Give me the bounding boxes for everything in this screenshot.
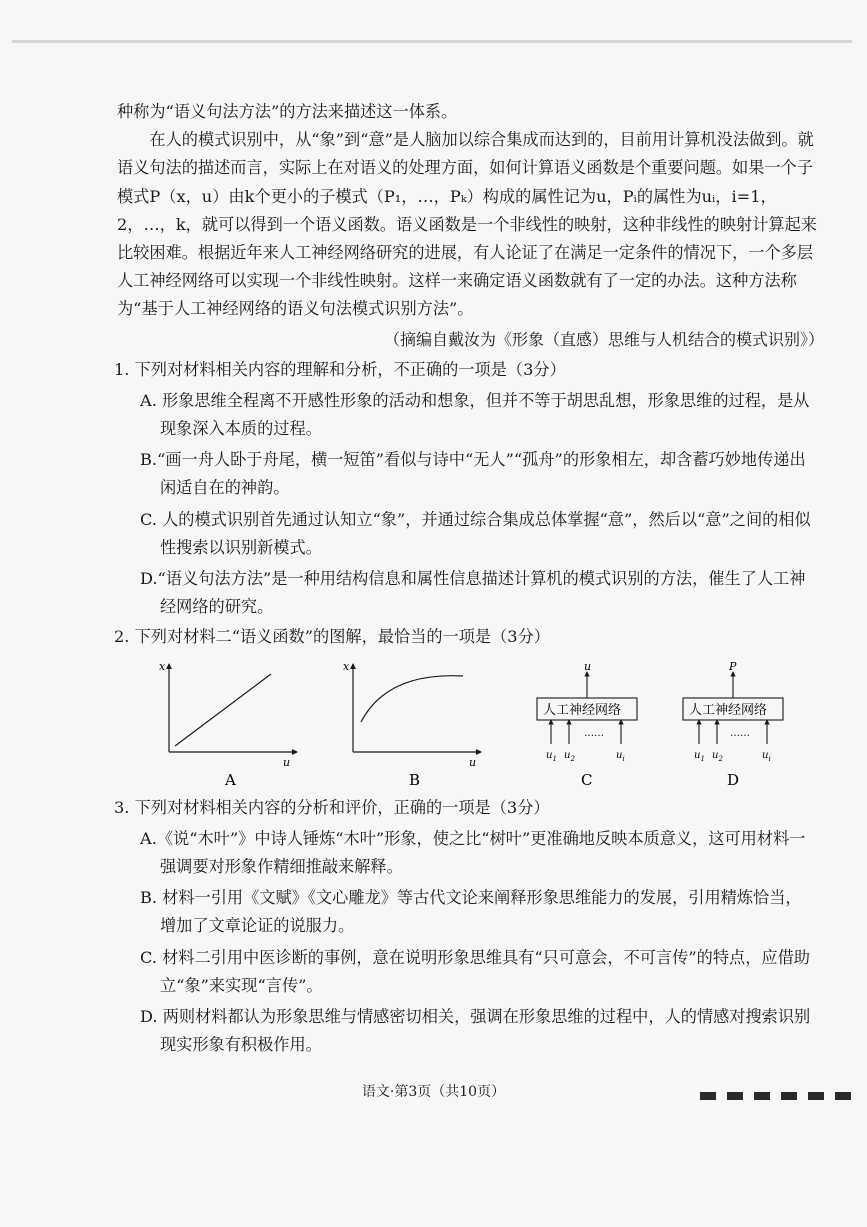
figure-a-curve <box>175 674 271 746</box>
footer-mark <box>754 1092 770 1100</box>
footer-mark <box>808 1092 824 1100</box>
figure-a-xlabel: u <box>283 755 291 769</box>
option-3d: D. 两则材料都认为形象思维与情感密切相关，强调在形象思维的过程中，人的情感对搜索识别现实形象有积极作用。 <box>140 1007 811 1055</box>
exam-page <box>114 98 824 1059</box>
figure-options <box>117 658 817 792</box>
figure-c <box>537 660 637 789</box>
figure-d-dots: …… <box>730 727 750 739</box>
svg-text:u1: $u_1$ <box>546 749 557 763</box>
figure-d <box>683 660 783 789</box>
figure-b-xlabel: u <box>469 755 477 769</box>
figure-d-box-text: 人工神经网络 <box>689 702 768 718</box>
figure-c-label: C <box>581 770 593 789</box>
figure-c-box-text: 人工神经网络 <box>543 702 622 718</box>
option-3c: C. 材料二引用中医诊断的事例，意在说明形象思维具有“只可意会，不可言传”的特点，应借助立“象”来实现“言传”。 <box>140 947 810 995</box>
question-3-title: 3. 下列对材料相关内容的分析和评价，正确的一项是（3分） <box>114 797 550 817</box>
question-2 <box>114 623 817 791</box>
question-2-title: 2. 下列对材料二“语义函数”的图解，最恰当的一项是（3分） <box>114 627 550 647</box>
figure-a <box>159 660 297 789</box>
figure-b-curve <box>361 675 463 721</box>
footer-mark <box>727 1092 743 1100</box>
svg-text:u2: $u_2$ <box>564 749 575 763</box>
svg-text:ui: $u_i$ <box>616 749 625 763</box>
svg-text:u2: $u_2$ <box>712 749 723 763</box>
footer-mark <box>781 1092 797 1100</box>
figure-b-ylabel: x <box>343 659 350 673</box>
page-footer: 语文·第3页（共10页） <box>361 1084 506 1100</box>
figure-c-dots: …… <box>584 727 604 739</box>
option-1d: D.“语义句法方法”是一种用结构信息和属性信息描述计算机的模式识别的方法，催生了人工神经网络的研究。 <box>140 569 806 617</box>
footer-marks <box>700 1085 862 1104</box>
option-3a: A.《说“木叶”》中诗人锤炼“木叶”形象，使之比“树叶”更准确地反映本质意义，这可用材料一强调要对形象作精细推敲来解释。 <box>140 828 806 877</box>
passage-paragraph: 在人的模式识别中，从“象”到“意”是人脑加以综合集成而达到的，目前用计算机没法做到。就语义句法的描述而言，实际上在对语义的处理方面，如何计算语义函数是个重要问题。如果一个子模式P（x，u）由k个更小的子模式（P₁，…，Pₖ）构成的属性记为u，Pᵢ的属性为uᵢ，i=1，2，…，k，就可以得到一个语义函数。语义函数是一个非线性的映射，这种非线性的映射计算起来比较困难。根据近年来人工神经网络研究的进展，有人论证了在满足一定条件的情况下，一个多层人工神经网络可以实现一个非线性映射。这样一来确定语义函数就有了一定的办法。这种方法称为“基于人工神经网络的语义句法模式识别方法”。 <box>117 130 817 319</box>
question-1 <box>114 356 817 622</box>
option-1c: C. 人的模式识别首先通过认知立“象”，并通过综合集成总体掌握“意”，然后以“意”之间的相似性搜索以识别新模式。 <box>140 509 811 557</box>
figure-d-label: D <box>727 770 740 789</box>
question-3 <box>114 794 817 1060</box>
figure-c-output: u <box>584 659 592 673</box>
figure-svg <box>117 658 817 792</box>
scan-edge-bar <box>12 40 852 43</box>
figure-a-label: A <box>225 770 236 789</box>
option-1b: B.“画一舟人卧于舟尾，横一短笛”看似与诗中“无人”“孤舟”的形象相左，却含蓄巧妙地传递出闲适自在的神韵。 <box>140 450 806 498</box>
question-1-title: 1. 下列对材料相关内容的理解和分析，不正确的一项是（3分） <box>114 359 566 379</box>
footer-mark <box>700 1092 716 1100</box>
option-3b: B. 材料一引用《文赋》《文心雕龙》等古代文论来阐释形象思维能力的发展，引用精炼恰当，增加了文章论证的说服力。 <box>140 888 802 936</box>
option-1a: A. 形象思维全程离不开感性形象的活动和想象，但并不等于胡思乱想，形象思维的过程，是从现象深入本质的过程。 <box>140 390 810 439</box>
figure-b <box>343 660 481 789</box>
svg-text:u1: $u_1$ <box>694 749 705 763</box>
svg-text:ui: $u_i$ <box>762 749 771 763</box>
passage-line: 种称为“语义句法方法”的方法来描述这一体系。 <box>117 102 458 121</box>
figure-d-output: P <box>729 659 737 673</box>
footer-mark <box>835 1092 851 1100</box>
figure-b-label: B <box>409 770 421 789</box>
passage-source: （摘编自戴汝为《形象（直感）思维与人机结合的模式识别》） <box>383 329 824 349</box>
figure-a-ylabel: x <box>159 659 166 673</box>
